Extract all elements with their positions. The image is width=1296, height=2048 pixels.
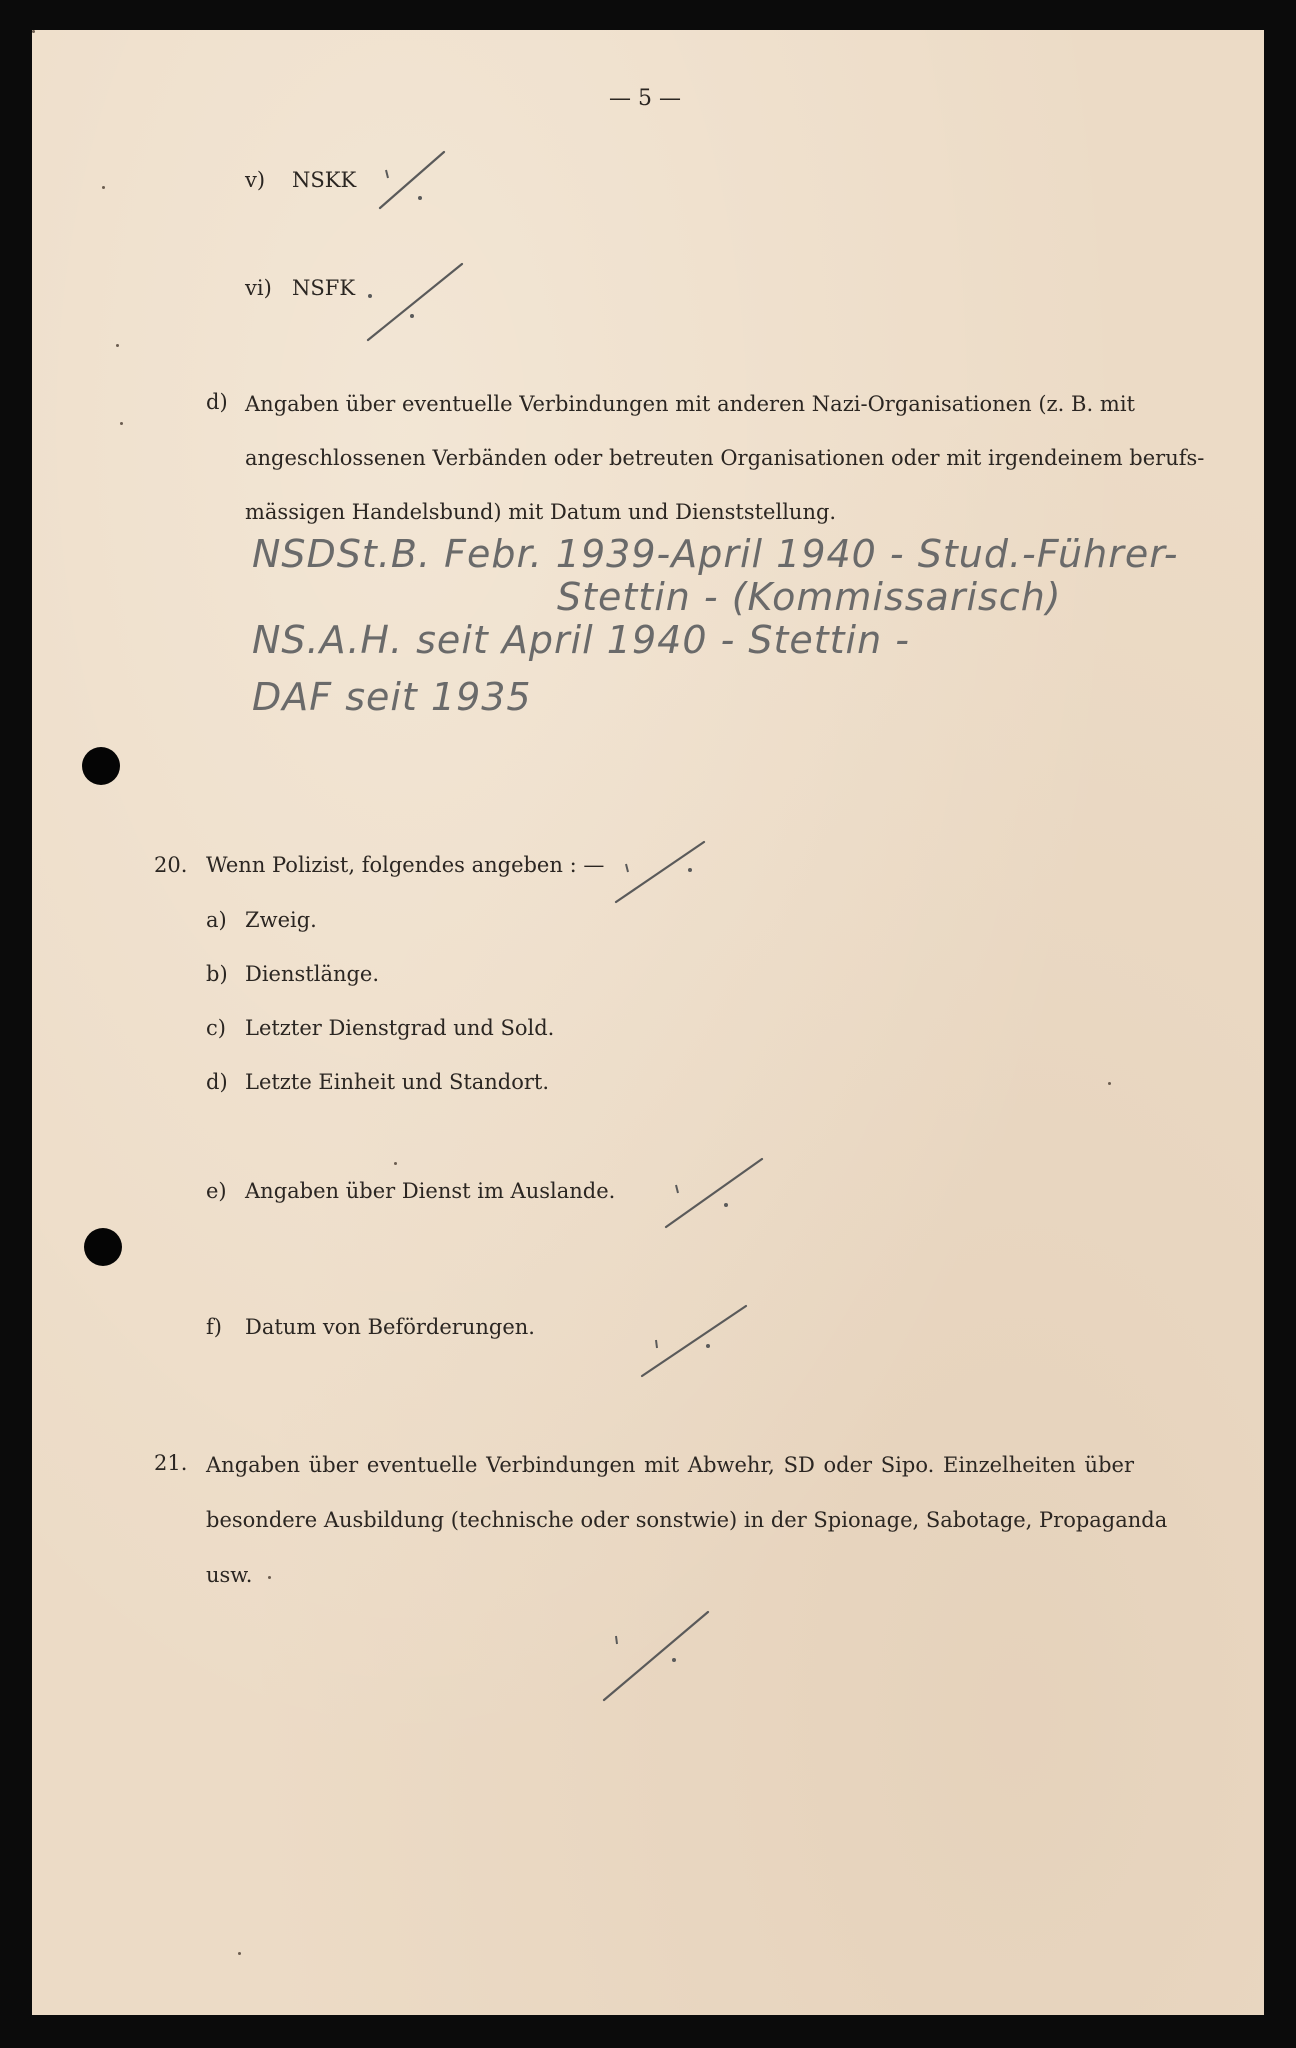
q20-text: Wenn Polizist, folgendes angeben : — — [206, 853, 605, 877]
handwritten-line-3: NS.A.H. seit April 1940 - Stettin - — [252, 618, 910, 662]
handwritten-line-1: NSDSt.B. Febr. 1939-April 1940 - Stud.-Führer- — [252, 532, 1179, 576]
paper-speck — [268, 1576, 271, 1579]
strike-mark-q20-e — [660, 1155, 770, 1235]
q20-number: 20. — [154, 853, 188, 877]
q20-e-text: Angaben über Dienst im Auslande. — [245, 1179, 616, 1203]
q20-c-text: Letzter Dienstgrad und Sold. — [245, 1016, 555, 1040]
paper-speck — [120, 422, 123, 425]
paper-speck — [102, 186, 105, 189]
paper-speck — [116, 344, 119, 347]
q20-f-number: f) — [206, 1315, 222, 1339]
item-v-number: v) — [245, 168, 266, 192]
strike-mark-q21 — [598, 1608, 718, 1708]
strike-mark-q20 — [612, 838, 712, 908]
document-page — [32, 30, 1264, 2015]
q20-a-text: Zweig. — [245, 908, 317, 932]
handwritten-line-2: Stettin - (Kommissarisch) — [557, 575, 1062, 619]
item-vi-number: vi) — [245, 276, 272, 300]
paper-speck — [32, 30, 35, 33]
paper-speck — [1108, 1082, 1111, 1085]
q20-e-number: e) — [206, 1179, 227, 1203]
q20-c-number: c) — [206, 1016, 226, 1040]
q20-f-text: Datum von Beförderungen. — [245, 1315, 535, 1339]
item-d-text — [245, 392, 1205, 524]
item-d-line-3: mässigen Handelsbund) mit Datum und Dienststellung. — [245, 500, 837, 524]
item-d-line-1: Angaben über eventuelle Verbindungen mit anderen Nazi-Organisationen (z. B. mit — [245, 392, 1135, 416]
q21-number: 21. — [154, 1451, 188, 1475]
punch-hole-top — [82, 747, 120, 785]
punch-hole-bottom — [84, 1228, 122, 1266]
strike-mark-v — [372, 148, 452, 218]
handwritten-line-4: DAF seit 1935 — [252, 675, 532, 719]
q20-d-number: d) — [206, 1070, 228, 1094]
item-d-number: d) — [206, 390, 228, 414]
strike-mark-vi — [362, 258, 472, 348]
paper-speck — [238, 1952, 241, 1955]
item-v-label: NSKK — [292, 168, 357, 192]
q21-line-1: Angaben über eventuelle Verbindungen mit Abwehr, SD oder Sipo. Einzelheiten über — [206, 1453, 1134, 1477]
item-d-line-2: angeschlossenen Verbänden oder betreuten Organisationen oder mit irgendeinem berufs- — [245, 446, 1205, 470]
page-number: — 5 — — [609, 86, 681, 111]
q21-line-3: usw. — [206, 1563, 253, 1587]
q20-a-number: a) — [206, 908, 227, 932]
strike-mark-q20-f — [636, 1302, 756, 1382]
paper-speck — [394, 1162, 397, 1165]
q21-line-2: besondere Ausbildung (technische oder sonstwie) in der Spionage, Sabotage, Propaganda — [206, 1508, 1168, 1532]
item-vi-label: NSFK — [292, 276, 356, 300]
q20-d-text: Letzte Einheit und Standort. — [245, 1070, 550, 1094]
q20-b-text: Dienstlänge. — [245, 962, 380, 986]
q20-b-number: b) — [206, 962, 228, 986]
q21-text — [206, 1453, 1168, 1587]
